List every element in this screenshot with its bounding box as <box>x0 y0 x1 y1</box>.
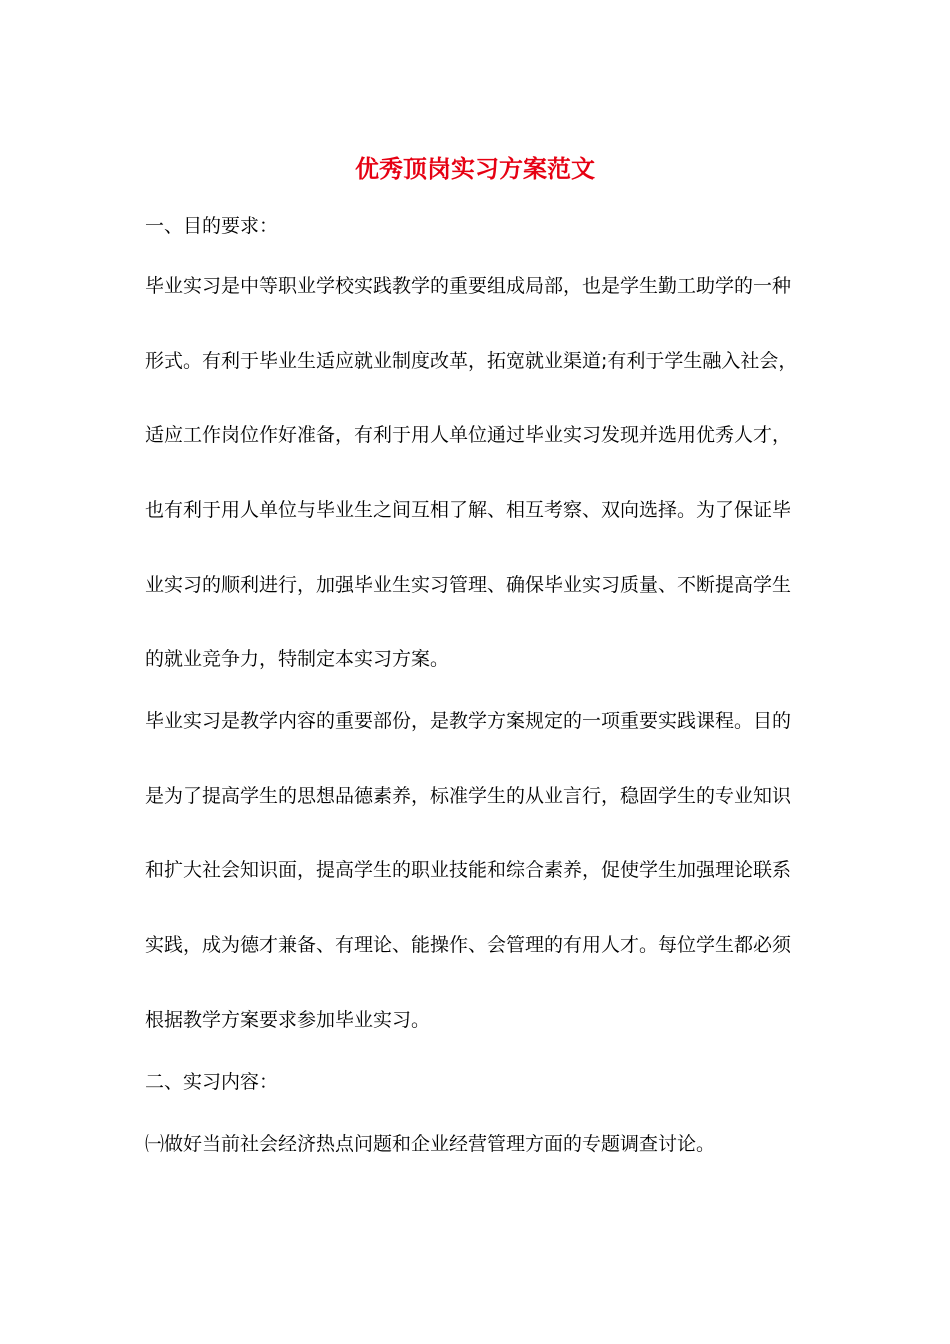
paragraph-2-line-3: 和扩大社会知识面，提高学生的职业技能和综合素养，促使学生加强理论联系 <box>145 859 792 881</box>
paragraph-1-line-3: 适应工作岗位作好准备，有利于用人单位通过毕业实习发现并选用优秀人才， <box>145 424 792 446</box>
paragraph-1-line-6: 的就业竞争力，特制定本实习方案。 <box>145 648 450 670</box>
section-heading-1: 一、目的要求： <box>145 215 279 237</box>
paragraph-2-line-2: 是为了提高学生的思想品德素养，标准学生的从业言行，稳固学生的专业知识 <box>145 785 792 807</box>
paragraph-2-line-5: 根据教学方案要求参加毕业实习。 <box>145 1009 431 1031</box>
document-title: 优秀顶岗实习方案范文 <box>355 154 595 183</box>
paragraph-1-line-4: 也有利于用人单位与毕业生之间互相了解、相互考察、双向选择。为了保证毕 <box>145 499 792 521</box>
section-heading-2: 二、实习内容： <box>145 1071 279 1093</box>
paragraph-1-line-5: 业实习的顺利进行，加强毕业生实习管理、确保毕业实习质量、不断提高学生 <box>145 574 792 596</box>
paragraph-1-line-1: 毕业实习是中等职业学校实践教学的重要组成局部，也是学生勤工助学的一种 <box>145 275 792 297</box>
paragraph-1-line-2: 形式。有利于毕业生适应就业制度改革，拓宽就业渠道;有利于学生融入社会， <box>145 350 798 372</box>
paragraph-2-line-4: 实践，成为德才兼备、有理论、能操作、会管理的有用人才。每位学生都必须 <box>145 934 792 956</box>
paragraph-2-line-1: 毕业实习是教学内容的重要部份，是教学方案规定的一项重要实践课程。目的 <box>145 710 792 732</box>
list-item: ㈠做好当前社会经济热点问题和企业经营管理方面的专题调查讨论。 <box>145 1133 716 1155</box>
